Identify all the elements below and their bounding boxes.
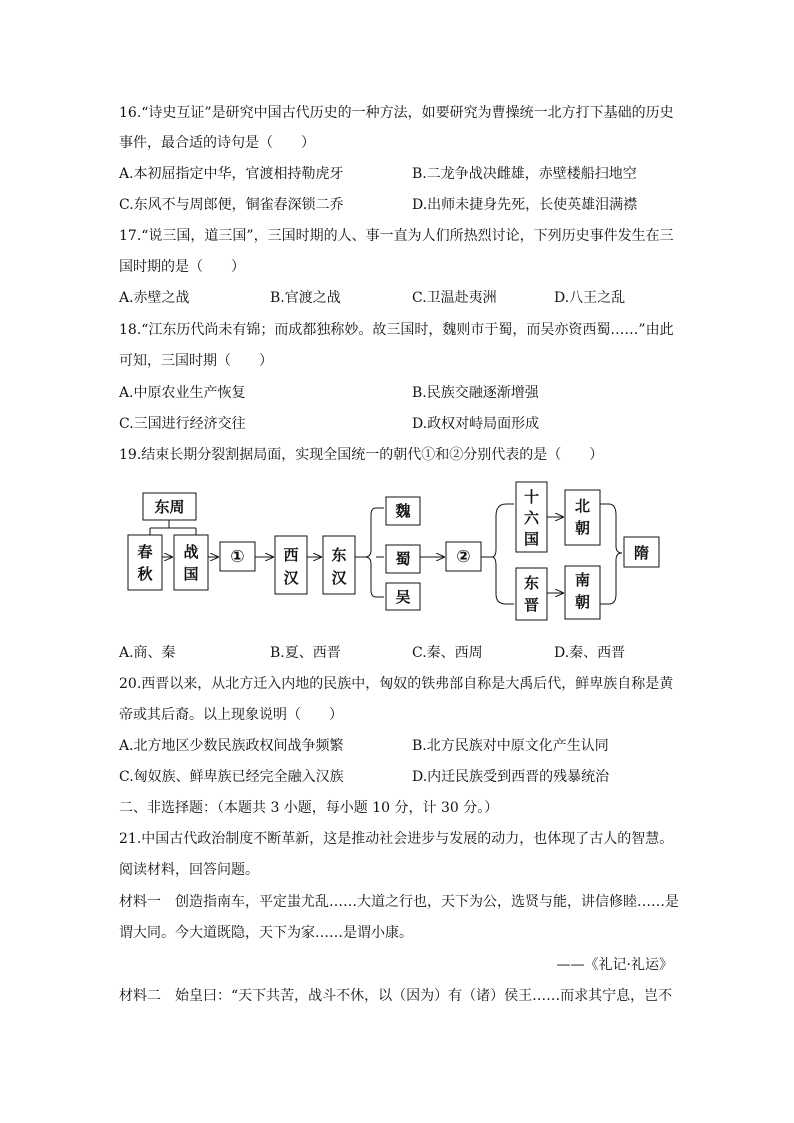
node-sui: 隋 (633, 544, 650, 562)
q20-stem-line2: 帝或其后裔。以上现象说明（ ） (119, 707, 343, 723)
q21-material1-line1: 材料一 创造指南车，平定蚩尤乱……大道之行也，天下为公，选贤与能，讲信修睦……是 (119, 894, 679, 910)
node-xihan-2: 汉 (283, 569, 299, 587)
node-donghan-1: 东 (331, 546, 347, 564)
q16-stem-line2: 事件，最合适的诗句是（ ） (119, 135, 315, 151)
section-2-heading: 二、非选择题：（本题共 3 小题，每小题 10 分，计 30 分。） (119, 800, 499, 816)
q18-option-b: B.民族交融逐渐增强 (412, 385, 539, 401)
q17-option-a: A.赤壁之战 (119, 290, 190, 306)
node-chunqiu-1: 春 (137, 543, 153, 561)
q18-option-d: D.政权对峙局面形成 (412, 416, 540, 432)
q21-material2-line1: 材料二 始皇曰：“天下共苦，战斗不休，以（因为）有（诸）侯王……而求其宁息，岂不 (119, 988, 673, 1004)
node-dongjin-1: 东 (523, 574, 540, 592)
q16-option-b: B.二龙争战决雌雄，赤壁楼船扫地空 (412, 166, 637, 182)
q20-option-c: C.匈奴族、鲜卑族已经完全融入汉族 (119, 769, 344, 785)
q21-material1-line2: 谓大同。今大道既隐，天下为家……是谓小康。 (119, 925, 413, 941)
node-mark-1: ① (230, 547, 245, 567)
node-shiliuguo-2: 六 (523, 509, 540, 527)
q20-stem-line1: 20.西晋以来，从北方迁入内地的民族中，匈奴的铁弗部自称是大禹后代，鲜卑族自称是黄 (119, 676, 674, 692)
node-donghan-2: 汉 (331, 569, 347, 587)
node-beichao-2: 朝 (574, 519, 591, 537)
q16-option-d: D.出师未捷身先死，长使英雄泪满襟 (412, 197, 638, 213)
q17-stem-line1: 17.“说三国，道三国”，三国时期的人、事一直为人们所热烈讨论，下列历史事件发生在三 (119, 228, 674, 244)
q18-option-c: C.三国进行经济交往 (119, 416, 246, 432)
node-zhanguo-1: 战 (183, 543, 199, 561)
q19-option-c: C.秦、西周 (412, 645, 483, 661)
q19-stem: 19.结束长期分裂割据局面，实现全国统一的朝代①和②分别代表的是（ ） (119, 447, 604, 463)
node-wu: 吴 (395, 588, 411, 606)
node-xihan-1: 西 (283, 546, 299, 564)
q21-material1-source: ——《礼记·礼运》 (556, 957, 673, 973)
q19-option-a: A.商、秦 (119, 645, 176, 661)
q18-option-a: A.中原农业生产恢复 (119, 385, 246, 401)
node-nanchao-2: 朝 (574, 593, 591, 611)
q20-option-a: A.北方地区少数民族政权间战争频繁 (119, 738, 344, 754)
q17-option-c: C.卫温赴夷洲 (412, 290, 497, 306)
node-mark-2: ② (456, 547, 471, 567)
node-nanchao-1: 南 (574, 571, 591, 589)
node-zhanguo-2: 国 (183, 565, 199, 583)
node-dongjin-2: 晋 (523, 596, 540, 614)
node-wei: 魏 (395, 502, 411, 520)
q18-stem-line2: 可知，三国时期（ ） (119, 353, 273, 369)
q16-option-c: C.东风不与周郎便，铜雀春深锁二乔 (119, 197, 344, 213)
node-shiliuguo-1: 十 (523, 488, 540, 506)
q16-option-a: A.本初屈指定中华，官渡相持勒虎牙 (119, 166, 344, 182)
q17-option-b: B.官渡之战 (270, 290, 341, 306)
q18-stem-line1: 18.“江东历代尚未有锦；而成都独称妙。故三国时，魏则市于蜀，而吴亦资西蜀……”由此 (119, 322, 674, 338)
node-chunqiu-2: 秋 (137, 565, 153, 583)
q21-stem-line1: 21.中国古代政治制度不断革新，这是推动社会进步与发展的动力，也体现了古人的智慧。 (119, 831, 674, 847)
q19-option-d: D.秦、西晋 (554, 645, 626, 661)
q20-option-b: B.北方民族对中原文化产生认同 (412, 738, 609, 754)
dynasty-flow-diagram (0, 470, 794, 640)
q17-stem-line2: 国时期的是（ ） (119, 259, 245, 275)
q17-option-d: D.八王之乱 (554, 290, 626, 306)
q21-stem-line2: 阅读材料，回答问题。 (119, 862, 259, 878)
q20-option-d: D.内迁民族受到西晋的残暴统治 (412, 769, 610, 785)
node-dongzhou: 东周 (154, 498, 185, 516)
q19-option-b: B.夏、西晋 (270, 645, 341, 661)
q16-stem-line1: 16.“诗史互证”是研究中国古代历史的一种方法，如要研究为曹操统一北方打下基础的历史 (119, 105, 674, 121)
node-shu: 蜀 (395, 550, 411, 568)
node-beichao-1: 北 (574, 497, 591, 515)
node-shiliuguo-3: 国 (523, 530, 540, 548)
